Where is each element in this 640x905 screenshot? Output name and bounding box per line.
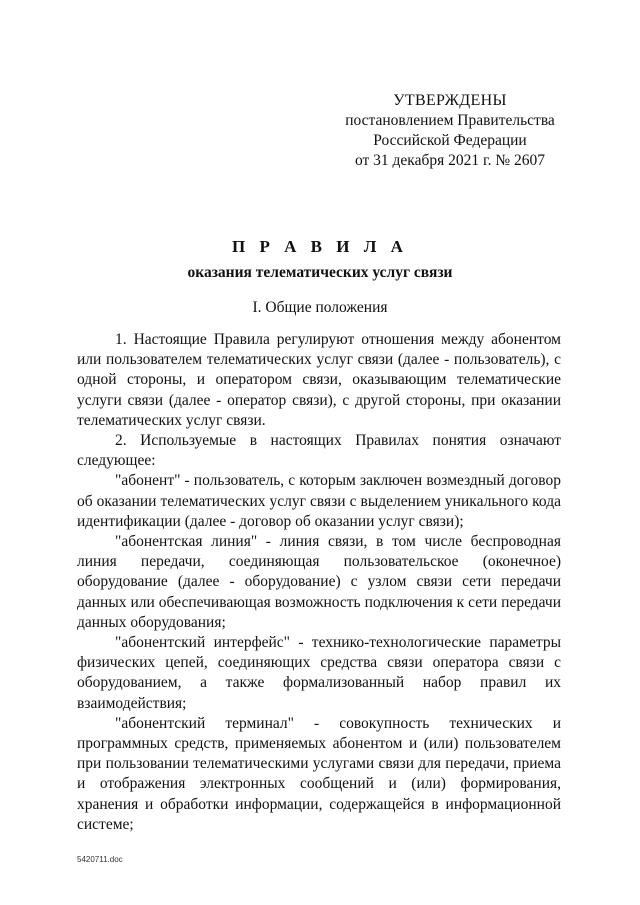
section-heading: I. Общие положения (252, 299, 388, 316)
paragraph: "абонент" - пользователь, с которым заключен возмездный договор об оказании телематических услуг связи с выделением уникального кода идентификации (далее - договор об оказании услуг связи); (77, 472, 561, 530)
file-name-footer: 5420711.doc (77, 855, 123, 864)
approval-line-1: постановлением Правительства (345, 112, 555, 129)
paragraph: "абонентский интерфейс" - технико-технологические параметры физических цепей, соединяющих средства связи оператора связи с оборудованием, а также формализованный набор правил их взаимодействия; (77, 634, 561, 712)
paragraph: 1. Настоящие Правила регулируют отношения между абонентом или пользователем телематических услуг связи (далее - пользователь), с одной стороны, и оператором связи, оказывающим телематические услуги связи (далее - оператор связи), с другой стороны, при оказании телематических услуг связи. (77, 331, 561, 429)
paragraph: "абонентский терминал" - совокупность технических и программных средств, применяемых абонентом и (или) пользователем при пользовании телематическими услугами связи для передачи, приема и отображения электронных сообщений и (или) формирования, хранения и обработки информации, содержащейся в информационной системе; (77, 714, 561, 833)
document-body (77, 330, 561, 835)
approval-heading: УТВЕРЖДЕНЫ (393, 92, 507, 109)
approval-line-2: Российской Федерации (373, 132, 527, 149)
document-subtitle: оказания телематических услуг связи (187, 264, 453, 281)
paragraph: 2. Используемые в настоящих Правилах понятия означают следующее: (77, 432, 561, 470)
approval-line-3: от 31 декабря 2021 г. № 2607 (354, 152, 546, 169)
document-title: П Р А В И Л А (232, 237, 408, 256)
paragraph: "абонентская линия" - линия связи, в том числе беспроводная линия передачи, соединяющая пользовательское (оконечное) оборудование (далее - оборудование) с узлом связи сети передачи данных или обеспечивающая возможность подключения к сети передачи данных оборудования; (77, 533, 561, 631)
approval-block (330, 91, 570, 171)
